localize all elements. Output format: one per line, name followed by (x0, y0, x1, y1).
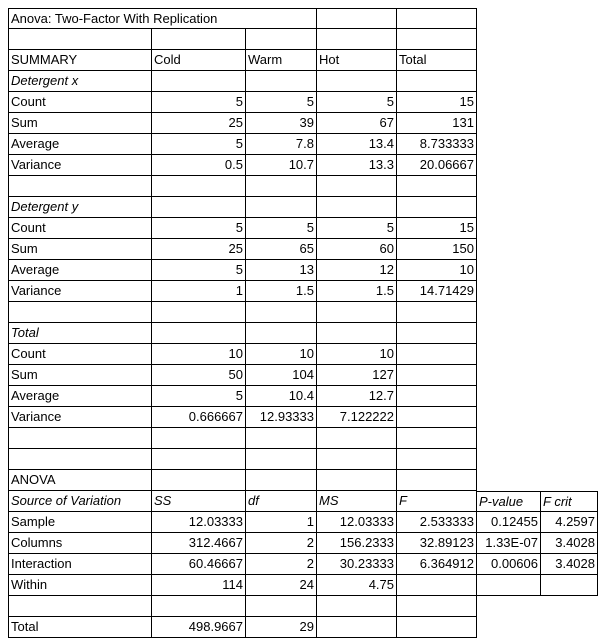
anova-value: 12.03333 (317, 512, 397, 533)
empty-cell (8, 449, 152, 470)
sheet-row (0, 29, 605, 50)
empty-cell (152, 29, 246, 50)
value-cell: 8.733333 (397, 134, 477, 155)
value-cell: 5 (152, 92, 246, 113)
value-cell: 5 (317, 92, 397, 113)
value-cell: 13 (246, 260, 317, 281)
empty-cell (317, 176, 397, 197)
row-label: Count (8, 218, 152, 239)
anova-label: ANOVA (8, 470, 152, 491)
value-cell: 10 (246, 344, 317, 365)
empty-cell (246, 197, 317, 218)
sheet-row (0, 155, 605, 176)
sheet-row (0, 8, 605, 29)
value-cell: 12.93333 (246, 407, 317, 428)
summary-label: SUMMARY (8, 50, 152, 71)
empty-cell (246, 176, 317, 197)
anova-value: 2.533333 (397, 512, 477, 533)
empty-cell (397, 449, 477, 470)
value-cell: 127 (317, 365, 397, 386)
anova-value: 1.33E-07 (477, 533, 541, 554)
value-cell: 5 (152, 260, 246, 281)
value-cell: 10.4 (246, 386, 317, 407)
empty-cell (8, 302, 152, 323)
anova-value: 114 (152, 575, 246, 596)
sheet-row (0, 260, 605, 281)
anova-total-label: Total (8, 617, 152, 638)
empty-cell (152, 428, 246, 449)
anova-value: 2 (246, 554, 317, 575)
empty-cell (8, 29, 152, 50)
anova-source: Within (8, 575, 152, 596)
empty-cell (246, 302, 317, 323)
anova-value: 3.4028 (541, 533, 598, 554)
sheet-title: Anova: Two-Factor With Replication (8, 8, 317, 29)
anova-source: Sample (8, 512, 152, 533)
empty-cell (317, 8, 397, 29)
anova-value: 156.2333 (317, 533, 397, 554)
value-cell: 5 (152, 386, 246, 407)
anova-source: Columns (8, 533, 152, 554)
anova-total-value: 29 (246, 617, 317, 638)
anova-column-header: P-value (477, 491, 541, 512)
value-cell (397, 386, 477, 407)
value-cell: 67 (317, 113, 397, 134)
group-title: Detergent y (8, 197, 152, 218)
anova-value: 4.2597 (541, 512, 598, 533)
sheet-row (0, 428, 605, 449)
empty-cell (397, 596, 477, 617)
anova-total-value (397, 617, 477, 638)
row-label: Sum (8, 365, 152, 386)
anova-source-header: Source of Variation (8, 491, 152, 512)
empty-cell (246, 596, 317, 617)
value-cell: 0.666667 (152, 407, 246, 428)
empty-cell (397, 71, 477, 92)
anova-value: 24 (246, 575, 317, 596)
empty-cell (397, 176, 477, 197)
empty-cell (246, 29, 317, 50)
group-title: Total (8, 323, 152, 344)
value-cell: 13.3 (317, 155, 397, 176)
anova-value: 2 (246, 533, 317, 554)
empty-cell (397, 428, 477, 449)
sheet-row (0, 239, 605, 260)
column-header: Warm (246, 50, 317, 71)
value-cell: 5 (152, 218, 246, 239)
empty-cell (246, 449, 317, 470)
value-cell: 104 (246, 365, 317, 386)
anova-value: 4.75 (317, 575, 397, 596)
sheet-row (0, 50, 605, 71)
column-header: Hot (317, 50, 397, 71)
anova-value: 12.03333 (152, 512, 246, 533)
sheet-row (0, 533, 605, 554)
sheet-row (0, 596, 605, 617)
sheet-row (0, 197, 605, 218)
value-cell: 1 (152, 281, 246, 302)
anova-value: 30.23333 (317, 554, 397, 575)
empty-cell (152, 449, 246, 470)
value-cell: 1.5 (246, 281, 317, 302)
anova-value: 6.364912 (397, 554, 477, 575)
column-header: Total (397, 50, 477, 71)
value-cell: 15 (397, 92, 477, 113)
sheet-row (0, 554, 605, 575)
row-label: Count (8, 92, 152, 113)
sheet-row (0, 575, 605, 596)
empty-cell (152, 176, 246, 197)
empty-cell (152, 470, 246, 491)
value-cell: 131 (397, 113, 477, 134)
value-cell: 5 (317, 218, 397, 239)
anova-value: 0.00606 (477, 554, 541, 575)
sheet-row (0, 176, 605, 197)
sheet-row (0, 617, 605, 638)
empty-cell (246, 323, 317, 344)
empty-cell (152, 302, 246, 323)
empty-cell (397, 302, 477, 323)
value-cell: 5 (246, 92, 317, 113)
row-label: Average (8, 260, 152, 281)
value-cell: 25 (152, 239, 246, 260)
anova-total-value: 498.9667 (152, 617, 246, 638)
value-cell: 50 (152, 365, 246, 386)
value-cell: 39 (246, 113, 317, 134)
empty-cell (317, 302, 397, 323)
empty-cell (152, 71, 246, 92)
value-cell: 20.06667 (397, 155, 477, 176)
value-cell: 60 (317, 239, 397, 260)
value-cell: 10 (397, 260, 477, 281)
empty-cell (317, 449, 397, 470)
anova-value: 1 (246, 512, 317, 533)
sheet-row (0, 512, 605, 533)
empty-cell (152, 596, 246, 617)
empty-cell (317, 323, 397, 344)
anova-total-value (317, 617, 397, 638)
value-cell: 5 (152, 134, 246, 155)
row-label: Sum (8, 239, 152, 260)
anova-value: 32.89123 (397, 533, 477, 554)
sheet-row (0, 71, 605, 92)
value-cell: 150 (397, 239, 477, 260)
empty-cell (8, 596, 152, 617)
value-cell: 10.7 (246, 155, 317, 176)
value-cell: 13.4 (317, 134, 397, 155)
anova-value: 312.4667 (152, 533, 246, 554)
row-label: Count (8, 344, 152, 365)
empty-cell (246, 470, 317, 491)
empty-cell (317, 197, 397, 218)
sheet-row (0, 365, 605, 386)
empty-cell (152, 197, 246, 218)
value-cell: 12 (317, 260, 397, 281)
empty-cell (152, 323, 246, 344)
sheet-row (0, 407, 605, 428)
sheet-row (0, 344, 605, 365)
anova-value: 3.4028 (541, 554, 598, 575)
value-cell: 1.5 (317, 281, 397, 302)
value-cell: 25 (152, 113, 246, 134)
row-label: Average (8, 386, 152, 407)
value-cell: 15 (397, 218, 477, 239)
row-label: Variance (8, 281, 152, 302)
value-cell: 65 (246, 239, 317, 260)
anova-value (397, 575, 477, 596)
row-label: Variance (8, 155, 152, 176)
sheet-row (0, 386, 605, 407)
anova-source: Interaction (8, 554, 152, 575)
value-cell: 0.5 (152, 155, 246, 176)
column-header: Cold (152, 50, 246, 71)
empty-cell (397, 8, 477, 29)
row-label: Average (8, 134, 152, 155)
sheet-row (0, 491, 605, 512)
anova-column-header: F (397, 491, 477, 512)
group-title: Detergent x (8, 71, 152, 92)
empty-cell (8, 428, 152, 449)
empty-cell (317, 71, 397, 92)
value-cell (397, 407, 477, 428)
empty-cell (397, 323, 477, 344)
anova-column-header: df (246, 491, 317, 512)
sheet-row (0, 113, 605, 134)
anova-value (477, 575, 541, 596)
anova-value: 0.12455 (477, 512, 541, 533)
sheet-row (0, 92, 605, 113)
row-label: Variance (8, 407, 152, 428)
sheet-row (0, 449, 605, 470)
value-cell: 10 (152, 344, 246, 365)
value-cell: 10 (317, 344, 397, 365)
sheet-row (0, 134, 605, 155)
value-cell: 14.71429 (397, 281, 477, 302)
anova-column-header: MS (317, 491, 397, 512)
empty-cell (317, 29, 397, 50)
empty-cell (397, 470, 477, 491)
value-cell: 7.8 (246, 134, 317, 155)
sheet-row (0, 302, 605, 323)
empty-cell (246, 428, 317, 449)
empty-cell (317, 470, 397, 491)
value-cell (397, 344, 477, 365)
sheet-row (0, 470, 605, 491)
empty-cell (317, 596, 397, 617)
anova-value: 60.46667 (152, 554, 246, 575)
empty-cell (246, 71, 317, 92)
sheet-row (0, 218, 605, 239)
value-cell: 12.7 (317, 386, 397, 407)
sheet-row (0, 323, 605, 344)
value-cell (397, 365, 477, 386)
value-cell: 5 (246, 218, 317, 239)
empty-cell (8, 176, 152, 197)
anova-column-header: SS (152, 491, 246, 512)
anova-value (541, 575, 598, 596)
empty-cell (397, 29, 477, 50)
row-label: Sum (8, 113, 152, 134)
empty-cell (317, 428, 397, 449)
value-cell: 7.122222 (317, 407, 397, 428)
sheet-row (0, 281, 605, 302)
anova-column-header: F crit (541, 491, 598, 512)
empty-cell (397, 197, 477, 218)
